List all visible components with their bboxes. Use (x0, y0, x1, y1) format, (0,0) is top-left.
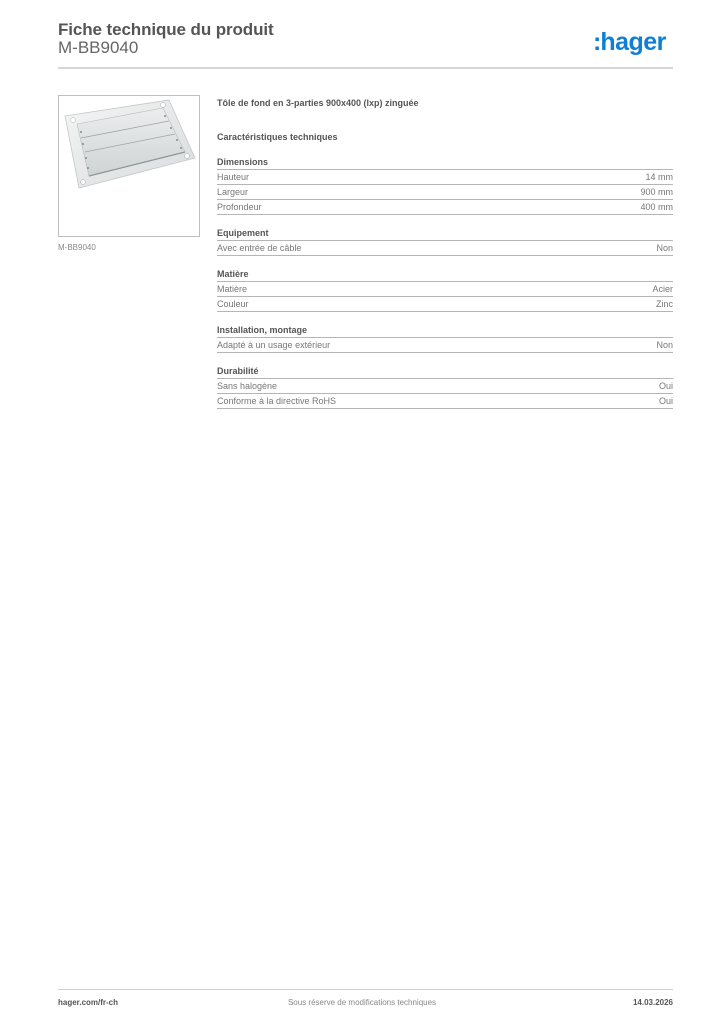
header-divider (58, 67, 673, 69)
spec-group-equipement (217, 227, 673, 256)
footer-website-link[interactable]: hager.com/fr-ch (58, 998, 119, 1007)
spec-value: Acier (652, 284, 673, 294)
spec-row (217, 170, 673, 185)
spec-group-installation (217, 324, 673, 353)
spec-row (217, 185, 673, 200)
logo-colon: : (593, 28, 601, 56)
spec-value: 14 mm (645, 172, 673, 182)
spec-group-dimensions (217, 156, 673, 215)
spec-value: Oui (658, 396, 673, 406)
product-image (58, 95, 200, 237)
spec-row (217, 200, 673, 215)
spec-label: Hauteur (217, 172, 250, 182)
spec-row (217, 297, 673, 312)
logo-text: hager (600, 28, 666, 56)
spec-row (217, 241, 673, 256)
spec-label: Sans halogène (217, 381, 278, 391)
group-title: Dimensions (217, 156, 673, 170)
footer-date: 14.03.2026 (632, 998, 673, 1007)
group-title: Equipement (217, 227, 673, 241)
hager-logo (593, 30, 666, 55)
backplate-illustration-icon (59, 96, 199, 236)
page-title: Fiche technique du produit (58, 20, 274, 39)
spec-label: Matière (217, 284, 248, 294)
spec-row (217, 282, 673, 297)
spec-value: 400 mm (640, 202, 673, 212)
product-name: Tôle de fond en 3-parties 900x400 (lxp) zinguée (217, 98, 419, 108)
group-title: Installation, montage (217, 324, 673, 338)
spec-value: Non (656, 243, 673, 253)
spec-label: Couleur (217, 299, 249, 309)
section-title: Caractéristiques techniques (217, 132, 338, 142)
footer-disclaimer: Sous réserve de modifications techniques (287, 998, 437, 1007)
spec-row (217, 338, 673, 353)
spec-label: Avec entrée de câble (217, 243, 302, 253)
spec-value: Zinc (655, 299, 673, 309)
group-title: Matière (217, 268, 673, 282)
spec-group-durabilite (217, 365, 673, 409)
spec-content (217, 96, 673, 409)
group-title: Durabilité (217, 365, 673, 379)
spec-row (217, 379, 673, 394)
spec-label: Conforme à la directive RoHS (217, 396, 337, 406)
spec-value: Non (656, 340, 673, 350)
image-caption: M-BB9040 (58, 243, 96, 252)
spec-row (217, 394, 673, 409)
spec-label: Adapté à un usage extérieur (217, 340, 331, 350)
spec-value: 900 mm (640, 187, 673, 197)
spec-value: Oui (658, 381, 673, 391)
spec-group-matiere (217, 268, 673, 312)
footer-divider (58, 989, 673, 990)
spec-label: Largeur (217, 187, 249, 197)
spec-label: Profondeur (217, 202, 262, 212)
product-reference: M-BB9040 (58, 38, 139, 57)
